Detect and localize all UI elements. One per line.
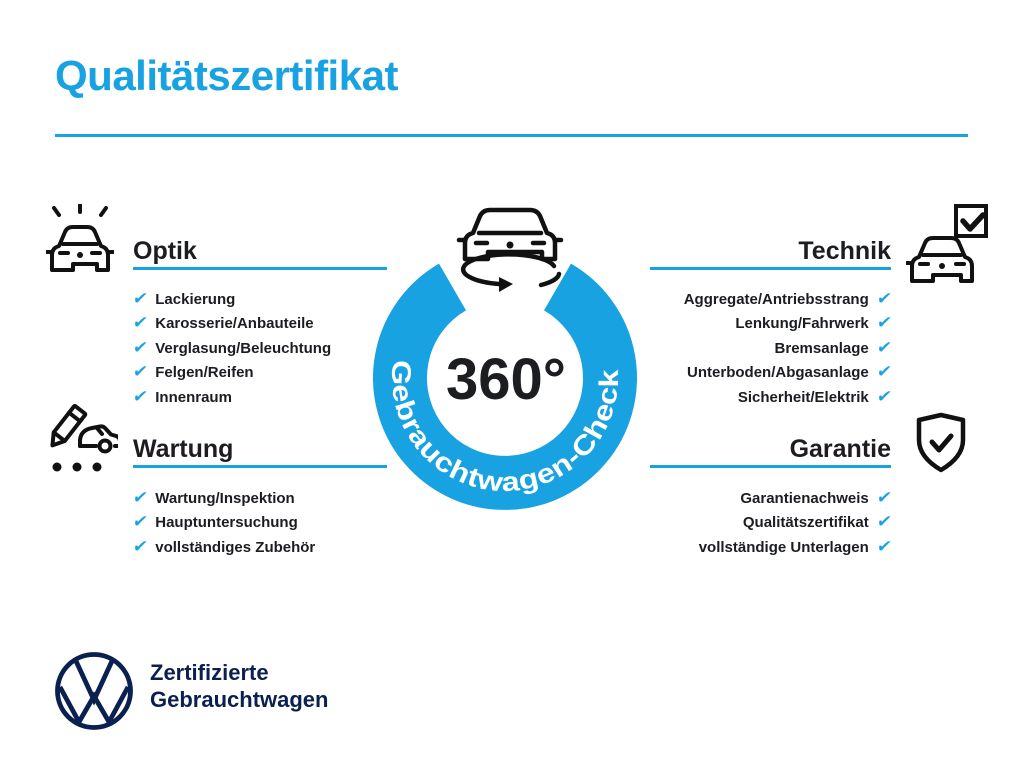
check-icon: ✔ bbox=[875, 313, 893, 334]
list-item bbox=[775, 336, 891, 361]
list-item-label: Bremsanlage bbox=[774, 339, 869, 357]
list-item bbox=[687, 361, 891, 386]
check-icon: ✔ bbox=[875, 536, 893, 557]
service-checklist-icon bbox=[44, 404, 118, 476]
list-item bbox=[133, 312, 331, 337]
check-icon: ✔ bbox=[131, 288, 150, 309]
section-underline-garantie bbox=[650, 465, 891, 468]
list-item-label: Garantienachweis bbox=[740, 489, 869, 507]
check-icon: ✔ bbox=[875, 487, 893, 508]
list-item bbox=[133, 511, 315, 536]
list-item-label: Sicherheit/Elektrik bbox=[737, 388, 869, 406]
check-icon: ✔ bbox=[131, 487, 150, 508]
garantie-check-list bbox=[699, 486, 891, 560]
optik-check-list bbox=[133, 287, 331, 410]
list-item bbox=[743, 511, 891, 536]
list-item bbox=[133, 336, 331, 361]
check-icon: ✔ bbox=[875, 288, 893, 309]
check-icon: ✔ bbox=[131, 313, 150, 334]
list-item bbox=[735, 312, 891, 337]
title-divider bbox=[55, 134, 968, 137]
section-title-garantie: Garantie bbox=[789, 435, 891, 463]
technik-check-list bbox=[684, 287, 891, 410]
check-icon: ✔ bbox=[131, 512, 150, 533]
section-title-technik: Technik bbox=[798, 237, 891, 265]
list-item bbox=[133, 486, 315, 511]
list-item bbox=[133, 361, 331, 386]
check-icon: ✔ bbox=[131, 386, 150, 407]
list-item-label: Lackierung bbox=[155, 290, 236, 308]
shield-check-icon bbox=[910, 411, 972, 477]
list-item bbox=[738, 385, 891, 410]
list-item-label: Aggregate/Antriebsstrang bbox=[683, 290, 869, 308]
list-item-label: Wartung/Inspektion bbox=[155, 489, 295, 507]
list-item-label: Hauptuntersuchung bbox=[155, 514, 298, 532]
list-item-label: Felgen/Reifen bbox=[155, 364, 254, 382]
car-checkbox-icon bbox=[906, 203, 992, 285]
list-item-label: Karosserie/Anbauteile bbox=[155, 315, 314, 333]
list-item-label: vollständige Unterlagen bbox=[698, 538, 869, 556]
rotation-arrowhead bbox=[499, 277, 513, 292]
list-item bbox=[684, 287, 891, 312]
list-item bbox=[133, 535, 315, 560]
list-item-label: Lenkung/Fahrwerk bbox=[735, 315, 869, 333]
check-icon: ✔ bbox=[875, 512, 893, 533]
page-title: Qualitätszertifikat bbox=[55, 52, 398, 99]
section-underline-technik bbox=[650, 267, 891, 270]
check-icon: ✔ bbox=[131, 536, 150, 557]
wartung-check-list bbox=[133, 486, 315, 560]
car-rotation-icon bbox=[459, 210, 561, 292]
section-title-optik: Optik bbox=[133, 237, 197, 265]
list-item bbox=[740, 486, 891, 511]
list-item bbox=[133, 287, 331, 312]
check-icon: ✔ bbox=[875, 337, 893, 358]
check-icon: ✔ bbox=[875, 386, 893, 407]
section-underline-optik bbox=[133, 267, 387, 270]
check-icon: ✔ bbox=[875, 362, 893, 383]
section-title-wartung: Wartung bbox=[133, 435, 234, 463]
vw-logo bbox=[54, 651, 134, 731]
check-icon: ✔ bbox=[131, 362, 150, 383]
section-underline-wartung bbox=[133, 465, 387, 468]
list-item-label: Unterboden/Abgasanlage bbox=[687, 364, 869, 382]
360-check-badge bbox=[370, 185, 650, 515]
list-item-label: Qualitätszertifikat bbox=[742, 514, 869, 532]
check-icon: ✔ bbox=[131, 337, 150, 358]
list-item-label: Innenraum bbox=[155, 388, 232, 406]
list-item bbox=[133, 385, 331, 410]
shiny-car-icon bbox=[46, 204, 114, 274]
degree-label: 360° bbox=[446, 347, 566, 412]
list-item bbox=[699, 535, 891, 560]
list-item-label: Verglasung/Beleuchtung bbox=[155, 339, 332, 357]
brand-text bbox=[150, 659, 328, 713]
list-item-label: vollständiges Zubehör bbox=[155, 538, 316, 556]
brand-line1: Zertifizierte bbox=[150, 660, 269, 685]
brand-line2: Gebrauchtwagen bbox=[150, 687, 329, 712]
ring-label: Gebrauchtwagen-Check bbox=[385, 359, 625, 498]
